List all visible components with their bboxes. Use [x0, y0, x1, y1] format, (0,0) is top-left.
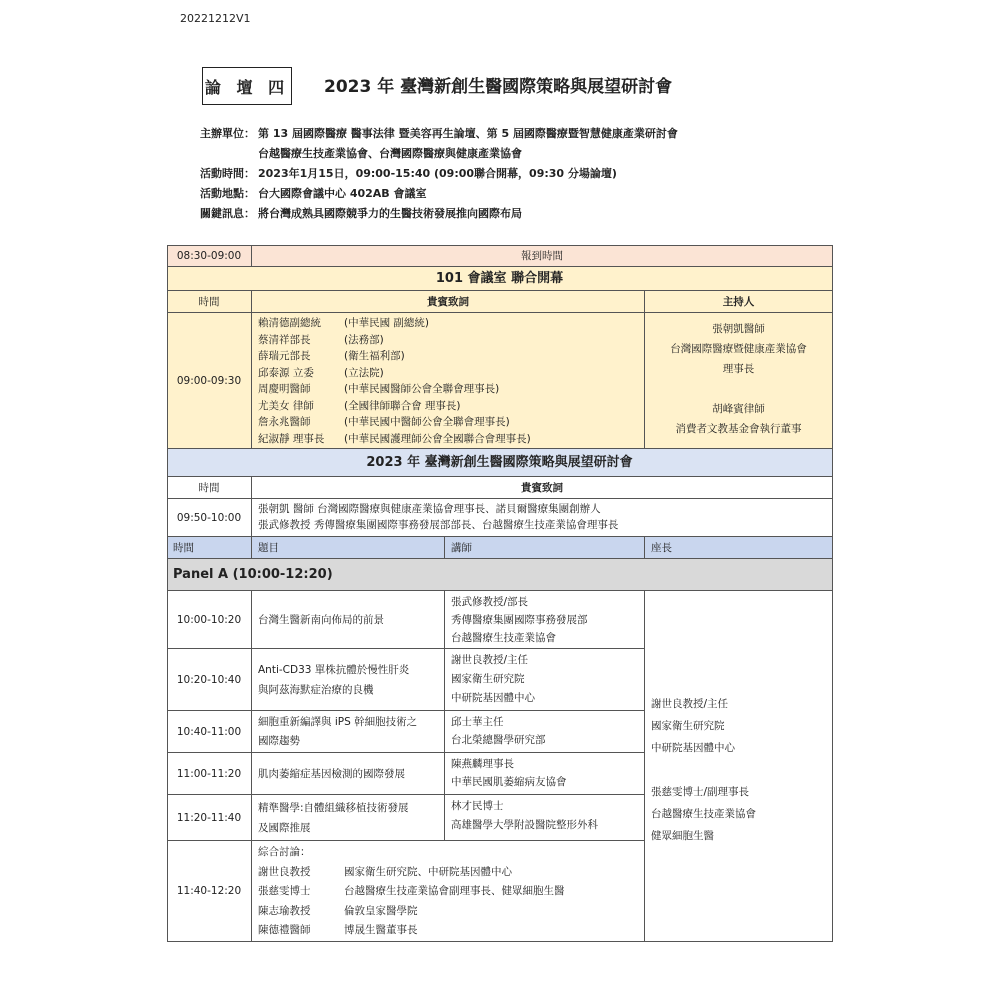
opening-col-guests: 貴賓致詞 [252, 291, 645, 313]
session-speaker: 邱士華主任 台北榮總醫學研究部 [445, 711, 645, 753]
discussion-time: 11:40-12:20 [167, 841, 252, 942]
opening-guest-list [252, 313, 645, 449]
registration-time: 08:30-09:00 [167, 245, 252, 267]
time-key: 活動時間： [200, 167, 255, 180]
symposium-guests: 張朝凱 醫師 台灣國際醫療與健康產業協會理事長、諾貝爾醫療集團創辦人 張武修教授 秀傳醫療集團國際事務發展部部長、台越醫療生技產業協會理事長 [252, 499, 833, 537]
opening-col-time: 時間 [167, 291, 252, 313]
discussion-title: 綜合討論： [258, 846, 311, 858]
place-value: 台大國際會議中心 402AB 會議室 [258, 187, 427, 200]
guest-item: 周慶明醫師 (中華民國醫師公會全聯會理事長) [258, 383, 500, 395]
guest-item: 蔡清祥部長 (法務部) [258, 333, 384, 346]
session-speaker: 林才民博士 高雄醫學大學附設醫院整形外科 [445, 795, 645, 841]
session-time: 10:40-11:00 [167, 711, 252, 753]
agenda-col-time: 時間 [167, 537, 252, 559]
session-time: 11:20-11:40 [167, 795, 252, 841]
opening-time: 09:00-09:30 [167, 313, 252, 449]
organizer-value: 第 13 屆國際醫療 醫事法律 暨美容再生論壇、第 5 屆國際醫療暨智慧健康產業研討會 [258, 127, 678, 140]
event-info [200, 124, 678, 224]
guest-item: 賴清德副總統 (中華民國 副總統) [258, 317, 430, 329]
organizer-key: 主辦單位： [200, 127, 255, 140]
symposium-col-time: 時間 [167, 477, 252, 499]
session-topic: 精準醫學:自體組織移植技術發展 及國際推展 [252, 795, 445, 841]
symposium-time: 09:50-10:00 [167, 499, 252, 537]
agenda-col-speaker: 講師 [445, 537, 645, 559]
time-value: 2023年1月15日，09:00-15:40 (09:00聯合開幕，09:30 分場論壇) [258, 167, 617, 180]
guest-item: 詹永兆醫師 (中華民國中醫師公會全聯會理事長) [258, 416, 510, 428]
session-time: 10:00-10:20 [167, 591, 252, 649]
keyword-key: 關鍵訊息： [200, 207, 255, 220]
opening-col-host: 主持人 [645, 291, 833, 313]
agenda-table [167, 245, 833, 942]
forum-label: 論 壇 四 [202, 67, 292, 105]
keyword-value: 將台灣成熟具國際競爭力的生醫技術發展推向國際布局 [258, 207, 522, 220]
guest-item: 薛瑞元部長 (衛生福利部) [258, 350, 405, 362]
session-topic: 細胞重新編譯與 iPS 幹細胞技術之 國際趨勢 [252, 711, 445, 753]
panel-chair: 謝世良教授/主任 國家衛生研究院 中研院基因體中心 張慈雯博士/副理事長 台越醫療生技產業協會 健眾細胞生醫 [645, 591, 833, 942]
session-topic: 肌肉萎縮症基因檢測的國際發展 [252, 753, 445, 795]
version-code: 20221212V1 [180, 12, 251, 25]
registration-label: 報到時間 [252, 245, 833, 267]
discussion-panel [252, 841, 645, 942]
guest-item: 邱泰源 立委 (立法院) [258, 366, 384, 379]
opening-hosts: 張朝凱醫師 台灣國際醫療暨健康產業協會 理事長 胡峰賓律師 消費者文教基金會執行董事 [645, 313, 833, 449]
opening-header: 101 會議室 聯合開幕 [167, 267, 833, 291]
page-title: 2023 年 臺灣新創生醫國際策略與展望研討會 [324, 77, 673, 97]
place-key: 活動地點： [200, 187, 255, 200]
guest-item: 紀淑靜 理事長 (中華民國護理師公會全國聯合會理事長) [258, 432, 531, 445]
session-topic: 台灣生醫新南向佈局的前景 [252, 591, 445, 649]
session-time: 11:00-11:20 [167, 753, 252, 795]
symposium-col-guests: 貴賓致詞 [252, 477, 833, 499]
discussion-person: 陳志瑜教授 倫敦皇家醫學院 [258, 904, 418, 917]
session-speaker: 謝世良教授/主任 國家衛生研究院 中研院基因體中心 [445, 649, 645, 711]
discussion-person: 張慈雯博士 台越醫療生技產業協會副理事長、健眾細胞生醫 [258, 885, 565, 897]
session-time: 10:20-10:40 [167, 649, 252, 711]
agenda-col-chair: 座長 [645, 537, 833, 559]
session-topic: Anti-CD33 單株抗體於慢性肝炎 與阿茲海默症治療的良機 [252, 649, 445, 711]
agenda-col-topic: 題目 [252, 537, 445, 559]
panel-title: Panel A (10:00-12:20) [167, 559, 833, 591]
session-speaker: 陳燕麟理事長 中華民國肌萎縮病友協會 [445, 753, 645, 795]
symposium-header: 2023 年 臺灣新創生醫國際策略與展望研討會 [167, 449, 833, 477]
session-speaker: 張武修教授/部長 秀傳醫療集團國際事務發展部 台越醫療生技產業協會 [445, 591, 645, 649]
guest-item: 尤美女 律師 (全國律師聯合會 理事長) [258, 399, 461, 412]
discussion-person: 陳德禮醫師 博晟生醫董事長 [258, 924, 418, 936]
organizer-value-2: 台越醫療生技產業協會、台灣國際醫療與健康產業協會 [258, 147, 522, 160]
discussion-person: 謝世良教授 國家衛生研究院、中研院基因體中心 [258, 865, 512, 878]
